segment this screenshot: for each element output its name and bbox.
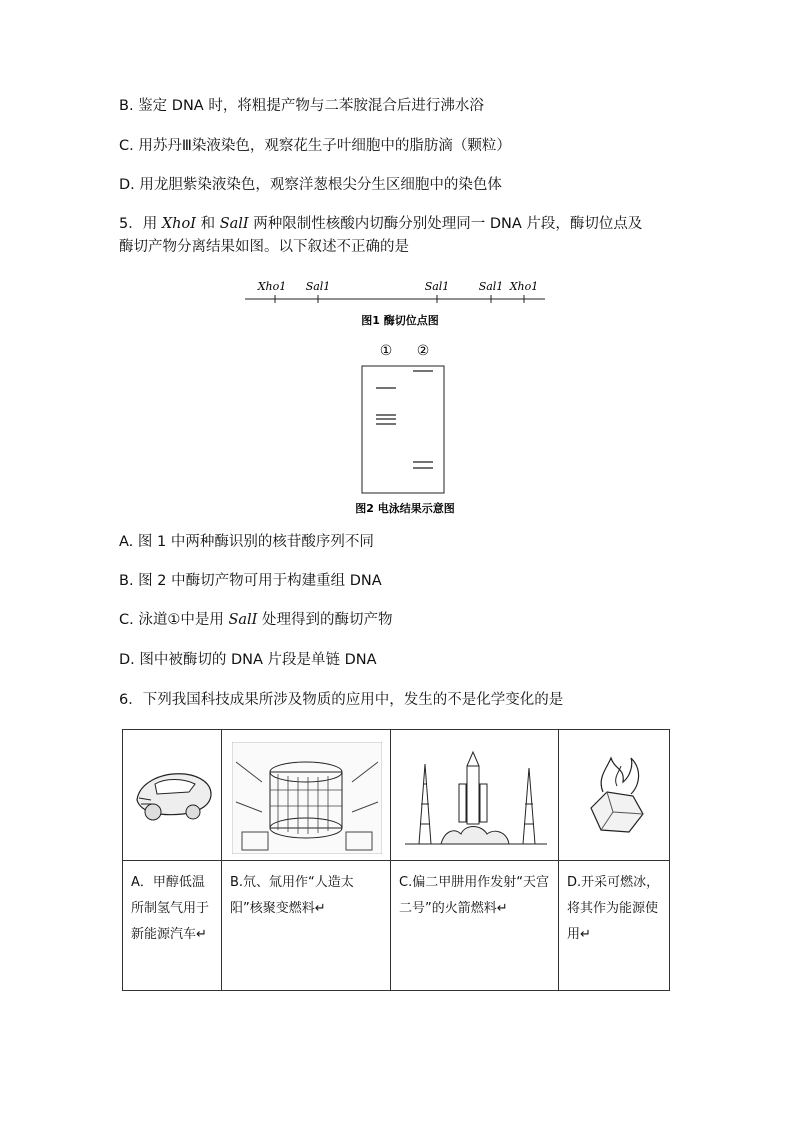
option-5a: A. 图 1 中两种酶识别的核苷酸序列不同 xyxy=(119,534,374,550)
options-table xyxy=(122,729,670,991)
fig1-caption: 图1 酶切位点图 xyxy=(361,314,439,327)
cell-c-text: C.偏二甲肼用作发射“天宫二号”的火箭燃料↵ xyxy=(399,875,549,916)
question-6-stem: 6．下列我国科技成果所涉及物质的应用中，发生的不是化学变化的是 xyxy=(119,692,564,708)
option-4c: C. 用苏丹Ⅲ染液染色，观察花生子叶细胞中的脂肪滴（颗粒） xyxy=(119,138,511,154)
lane-2-label: ② xyxy=(416,343,430,359)
rocket-icon xyxy=(401,744,551,852)
option-5d: D. 图中被酶切的 DNA 片段是单链 DNA xyxy=(119,652,377,668)
site-label-4: Sal1 xyxy=(478,280,504,293)
gel-box xyxy=(362,366,444,493)
electrophoresis-figure xyxy=(350,338,460,518)
enzyme-site-figure xyxy=(240,275,560,330)
flame-ice-icon xyxy=(577,752,653,838)
lane-2-bands xyxy=(413,371,433,468)
table-divider xyxy=(123,860,669,861)
option-5c: C. 泳道①中是用 SalI 处理得到的酶切产物 xyxy=(119,612,393,628)
car-icon xyxy=(131,758,215,832)
fig2-caption: 图2 电泳结果示意图 xyxy=(355,502,455,515)
lane-1-bands xyxy=(376,388,396,424)
option-5b: B. 图 2 中酶切产物可用于构建重组 DNA xyxy=(119,573,382,589)
cell-a-text: A．甲醇低温所制氢气用于新能源汽车↵ xyxy=(131,875,210,942)
question-5-stem-line2: 酶切产物分离结果如图。以下叙述不正确的是 xyxy=(119,239,409,255)
question-5-stem: 5．用 XhoI 和 SalI 两种限制性核酸内切酶分别处理同一 DNA 片段，酶切位点及 xyxy=(119,216,643,232)
site-label-3: Sal1 xyxy=(424,280,450,293)
cell-b-text: B.氘、氚用作“人造太阳”核聚变燃料↵ xyxy=(230,875,354,916)
site-label-1: Xho1 xyxy=(257,280,287,293)
option-4d: D. 用龙胆紫染液染色，观察洋葱根尖分生区细胞中的染色体 xyxy=(119,177,502,193)
lane-1-label: ① xyxy=(379,343,393,359)
site-label-5: Xho1 xyxy=(509,280,539,293)
site-label-2: Sal1 xyxy=(305,280,331,293)
reactor-icon xyxy=(232,742,382,854)
cell-d-text: D.开采可燃冰，将其作为能源使用↵ xyxy=(567,875,660,942)
option-4b: B. 鉴定 DNA 时，将粗提产物与二苯胺混合后进行沸水浴 xyxy=(119,98,484,114)
